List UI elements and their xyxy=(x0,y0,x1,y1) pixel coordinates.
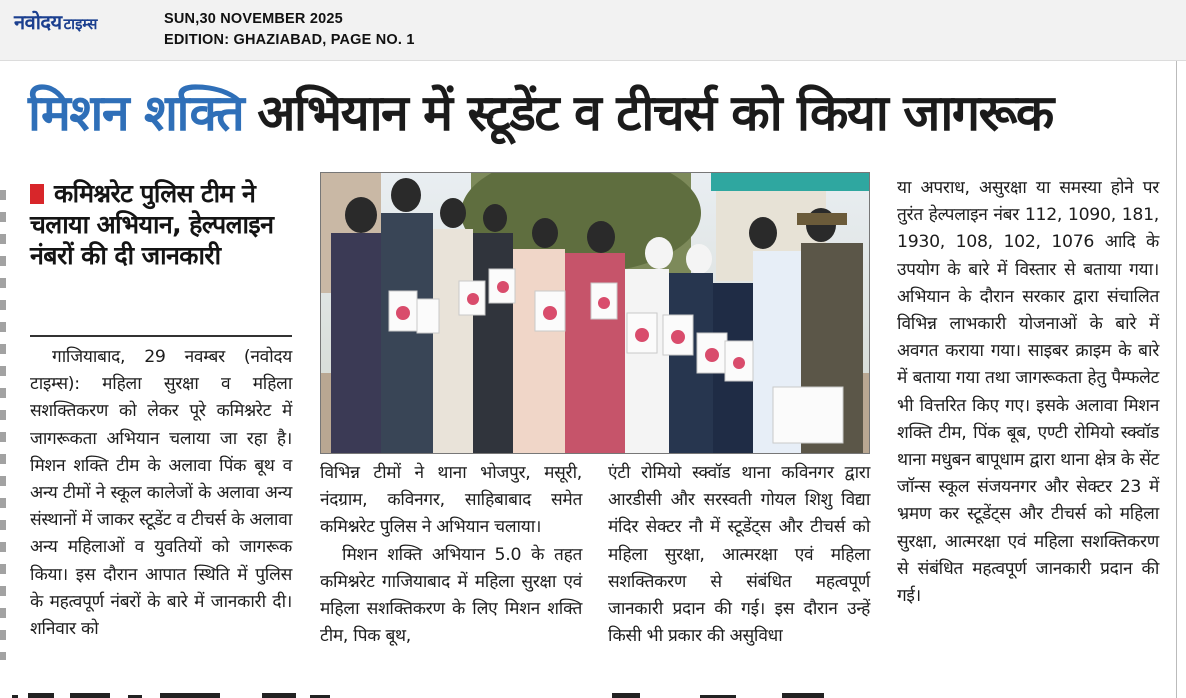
paragraph: मिशन शक्ति अभियान 5.0 के तहत कमिश्नरेट गाजियाबाद में महिला सुरक्षा एवं महिला सशक्तिकरण के लिए मिशन शक्ति टीम, पिक बूथ, xyxy=(320,544,582,647)
top-bar xyxy=(0,0,1186,61)
headline-highlight: मिशन शक्ति xyxy=(28,84,244,142)
article-column-3 xyxy=(608,460,870,650)
edition-line: EDITION: GHAZIABAD, PAGE NO. 1 xyxy=(164,32,415,48)
article-subheading xyxy=(30,178,300,271)
logo-sub-text: टाइम्स xyxy=(63,15,98,33)
subheading-text: कमिश्नरेट पुलिस टीम ने चलाया अभियान, हेल्पलाइन नंबरों की दी जानकारी xyxy=(30,179,274,270)
article-column-4 xyxy=(897,175,1159,610)
cut-off-text-illustration xyxy=(0,689,1176,698)
article-column-1 xyxy=(30,344,292,643)
group-photo-illustration xyxy=(321,173,869,453)
page-edge xyxy=(1176,61,1186,698)
adjacent-column-edge xyxy=(0,190,6,660)
paragraph: विभिन्न टीमों ने थाना भोजपुर, मसूरी, नंदग्राम, कविनगर, साहिबाबाद समेत कमिश्नरेट पुलिस ने अभियान चलाया। xyxy=(320,463,582,538)
logo-main-text: नवोदय xyxy=(14,10,62,34)
paragraph: या अपराध, असुरक्षा या समस्या होने पर तुरंत हेल्पलाइन नंबर 112, 1090, 181, 1930, 108, 102, 1076 आदि के उपयोग के बारे में विस्तार से बताया गया। अभियान के दौरान सरकार द्वारा संचालित विभिन्न लाभकारी योजनाओं के बारे में अवगत कराया गया। साइबर क्राइम के बारे में बताया गया तथा जागरूकता हेतु पैम्फलेट भी वित्तरित किए गए। इसके अलावा मिशन शक्ति टीम, पिंक बूब, एण्टी रोमियो स्क्वॉड थाना मधुबन बापूधाम द्वारा थाना क्षेत्र के सेंट जॉन्स स्कूल संजयनगर और सेक्टर 23 में भ्रमण कर स्टूडेंट्स और टीचर्स को महिला सुरक्षा, आत्मरक्षा एवं महिला सशक्तिकरण से संबंधित महत्वपूर्ण जानकारी प्रदान की गई। xyxy=(897,178,1159,607)
date-line: SUN,30 NOVEMBER 2025 xyxy=(164,11,343,27)
article-photo xyxy=(320,172,870,454)
paragraph: गाजियाबाद, 29 नवम्बर (नवोदय टाइम्स): महिला सुरक्षा व महिला सशक्तिकरण को लेकर पूरे कमिश्नरेट में जागरूकता अभियान चलाया जा रहा है। मिशन शक्ति टीम के अलावा पिंक बूथ व अन्य टीमों ने स्कूल कालेजों के अलावा अन्य संस्थानों में जाकर स्टूडेंट व टीचर्स के अलावा अन्य महिलाओं व युवतियों को जागरूक किया। इस दौरान आपात स्थिति में पुलिस के महत्वपूर्ण नंबरों के बारे में जानकारी दी। शनिवार को xyxy=(30,347,292,640)
headline-text: अभियान में स्टूडेंट व टीचर्स को किया जागरूक xyxy=(257,84,1053,142)
paragraph: एंटी रोमियो स्क्वॉड थाना कविनगर द्वारा आरडीसी और सरस्वती गोयल शिशु विद्या मंदिर सेक्टर नौ में स्टूडेंट्स और टीचर्स को महिला सुरक्षा, आत्मरक्षा एवं महिला सशक्तिकरण से संबंधित महत्वपूर्ण जानकारी प्रदान की गई। इस दौरान उन्हें किसी भी प्रकार की असुविधा xyxy=(608,463,870,647)
article-headline xyxy=(28,76,1053,150)
next-article-cutoff xyxy=(0,684,1176,698)
newspaper-logo[interactable] xyxy=(14,8,97,35)
article-column-2 xyxy=(320,460,582,650)
edition-info xyxy=(164,9,415,51)
subheading-divider xyxy=(30,335,292,337)
red-bullet-icon xyxy=(30,184,44,204)
